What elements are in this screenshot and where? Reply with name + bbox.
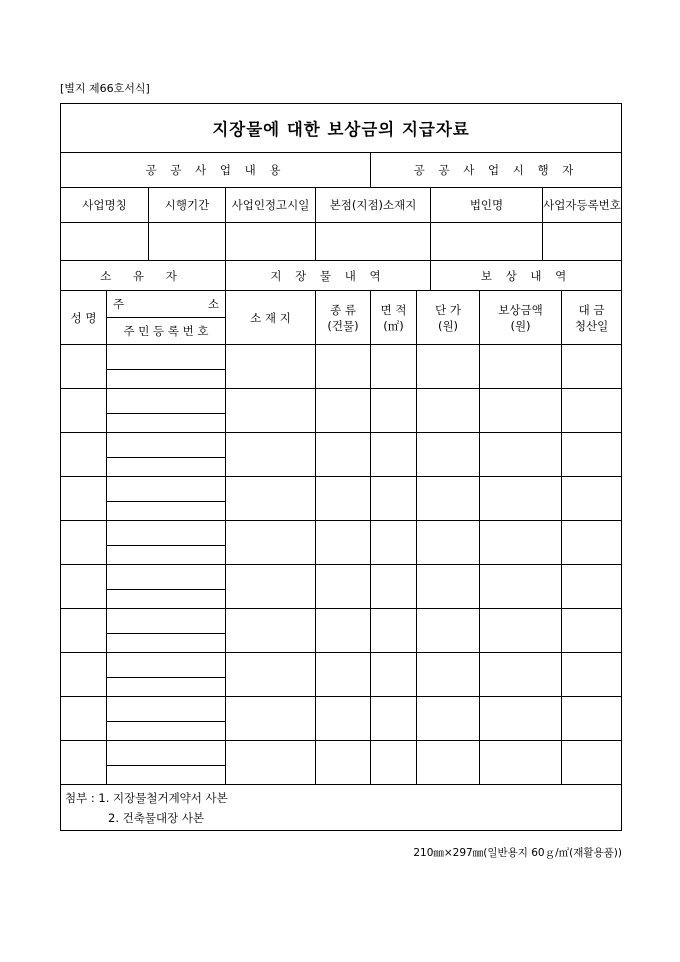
- obstacle-header: 지 장 물 내 역: [226, 261, 431, 291]
- table-row: [61, 697, 622, 722]
- location-cell[interactable]: [226, 477, 316, 521]
- approval-date-cell[interactable]: [226, 223, 316, 261]
- location-header: 소 재 지: [226, 291, 316, 345]
- address-cell[interactable]: [107, 433, 226, 458]
- location-cell[interactable]: [226, 609, 316, 653]
- project-name-cell[interactable]: [61, 223, 149, 261]
- owner-name-cell[interactable]: [61, 477, 107, 521]
- owner-name-cell[interactable]: [61, 521, 107, 565]
- project-name-header: 사업명칭: [61, 188, 149, 223]
- address-cell[interactable]: [107, 609, 226, 634]
- resident-no-cell[interactable]: [107, 766, 226, 785]
- area-unit: (㎡): [383, 318, 404, 333]
- hq-location-header: 본점(지점)소재지: [316, 188, 431, 223]
- owner-name-cell[interactable]: [61, 565, 107, 609]
- attachment-line-1: 첨부 : 1. 지장물철거계약서 사본: [65, 790, 228, 805]
- kind-cell[interactable]: [316, 433, 371, 477]
- kind-cell[interactable]: [316, 345, 371, 389]
- resident-no-cell[interactable]: [107, 722, 226, 741]
- unit-price-cell[interactable]: [417, 741, 480, 785]
- table-row: [61, 741, 622, 766]
- kind-sub-label: (건물): [327, 318, 359, 333]
- amount-cell[interactable]: [480, 477, 562, 521]
- approval-date-header: 사업인정고시일: [226, 188, 316, 223]
- settlement-date-cell[interactable]: [562, 697, 622, 741]
- area-label: 면 적: [380, 302, 407, 317]
- table-row: [61, 521, 622, 546]
- owner-name-cell[interactable]: [61, 345, 107, 389]
- address-cell[interactable]: [107, 741, 226, 766]
- area-cell[interactable]: [371, 609, 417, 653]
- compensation-form-table: [60, 103, 622, 831]
- compensation-header: 보 상 내 역: [431, 261, 622, 291]
- settlement-date-cell[interactable]: [562, 345, 622, 389]
- owner-name-cell[interactable]: [61, 433, 107, 477]
- area-cell[interactable]: [371, 477, 417, 521]
- attachments: [61, 785, 622, 831]
- table-row: [61, 345, 622, 370]
- kind-cell[interactable]: [316, 653, 371, 697]
- amount-cell[interactable]: [480, 565, 562, 609]
- amount-cell[interactable]: [480, 697, 562, 741]
- area-cell[interactable]: [371, 653, 417, 697]
- unit-price-cell[interactable]: [417, 521, 480, 565]
- address-cell[interactable]: [107, 345, 226, 370]
- unit-price-cell[interactable]: [417, 565, 480, 609]
- settlement-date-cell[interactable]: [562, 741, 622, 785]
- address-header: [107, 291, 226, 318]
- address-cell[interactable]: [107, 389, 226, 414]
- unit-price-label: 단 가: [435, 302, 461, 317]
- owner-header: 소 유 자: [61, 261, 226, 291]
- unit-price-cell[interactable]: [417, 609, 480, 653]
- area-header: [371, 291, 417, 345]
- owner-name-header: 성 명: [61, 291, 107, 345]
- settlement-date-cell[interactable]: [562, 565, 622, 609]
- unit-price-header: [417, 291, 480, 345]
- unit-price-cell[interactable]: [417, 433, 480, 477]
- form-title: 지장물에 대한 보상금의 지급자료: [61, 104, 622, 153]
- settlement-date-cell[interactable]: [562, 653, 622, 697]
- operator-header: 공 공 사 업 시 행 자: [371, 153, 622, 188]
- settlement-date-cell[interactable]: [562, 433, 622, 477]
- resident-no-cell[interactable]: [107, 370, 226, 389]
- amount-cell[interactable]: [480, 389, 562, 433]
- resident-no-header: 주 민 등 록 번 호: [107, 318, 226, 345]
- settlement-label: 대 금: [578, 302, 605, 317]
- settlement-date-cell[interactable]: [562, 477, 622, 521]
- address-cell[interactable]: [107, 565, 226, 590]
- area-cell[interactable]: [371, 521, 417, 565]
- corp-name-cell[interactable]: [431, 223, 543, 261]
- unit-price-cell[interactable]: [417, 345, 480, 389]
- area-cell[interactable]: [371, 565, 417, 609]
- area-cell[interactable]: [371, 741, 417, 785]
- kind-cell[interactable]: [316, 477, 371, 521]
- attachment-line-2: 2. 건축물대장 사본: [108, 810, 205, 825]
- unit-price-cell[interactable]: [417, 653, 480, 697]
- settlement-date-cell[interactable]: [562, 609, 622, 653]
- kind-cell[interactable]: [316, 609, 371, 653]
- location-cell[interactable]: [226, 741, 316, 785]
- amount-cell[interactable]: [480, 345, 562, 389]
- unit-price-cell[interactable]: [417, 697, 480, 741]
- table-row: [61, 477, 622, 502]
- location-cell[interactable]: [226, 697, 316, 741]
- area-cell[interactable]: [371, 433, 417, 477]
- location-cell[interactable]: [226, 345, 316, 389]
- public-project-header: 공 공 사 업 내 용: [61, 153, 371, 188]
- unit-price-unit: (원): [437, 318, 459, 333]
- resident-no-cell[interactable]: [107, 590, 226, 609]
- address-cell[interactable]: [107, 477, 226, 502]
- kind-cell[interactable]: [316, 389, 371, 433]
- amount-cell[interactable]: [480, 653, 562, 697]
- resident-no-cell[interactable]: [107, 546, 226, 565]
- corp-name-header: 법인명: [431, 188, 543, 223]
- address-cell[interactable]: [107, 521, 226, 546]
- amount-cell[interactable]: [480, 609, 562, 653]
- table-row: [61, 565, 622, 590]
- kind-cell[interactable]: [316, 697, 371, 741]
- address-cell[interactable]: [107, 697, 226, 722]
- table-row: [61, 433, 622, 458]
- settlement-sub-label: 청산일: [574, 318, 609, 333]
- area-cell[interactable]: [371, 345, 417, 389]
- owner-name-cell[interactable]: [61, 697, 107, 741]
- biz-reg-no-cell[interactable]: [543, 223, 622, 261]
- address-header-left: 주: [113, 297, 125, 311]
- location-cell[interactable]: [226, 433, 316, 477]
- settlement-date-cell[interactable]: [562, 389, 622, 433]
- period-cell[interactable]: [149, 223, 226, 261]
- area-cell[interactable]: [371, 697, 417, 741]
- resident-no-cell[interactable]: [107, 678, 226, 697]
- resident-no-cell[interactable]: [107, 634, 226, 653]
- kind-cell[interactable]: [316, 521, 371, 565]
- location-cell[interactable]: [226, 565, 316, 609]
- owner-name-cell[interactable]: [61, 609, 107, 653]
- kind-label: 종 류: [330, 302, 356, 317]
- owner-name-cell[interactable]: [61, 389, 107, 433]
- table-row: [61, 653, 622, 678]
- owner-name-cell[interactable]: [61, 741, 107, 785]
- location-cell[interactable]: [226, 653, 316, 697]
- amount-unit: (원): [510, 318, 531, 333]
- table-row: [61, 609, 622, 634]
- location-cell[interactable]: [226, 389, 316, 433]
- kind-cell[interactable]: [316, 741, 371, 785]
- address-header-right: 소: [207, 297, 219, 311]
- resident-no-cell[interactable]: [107, 414, 226, 433]
- area-cell[interactable]: [371, 389, 417, 433]
- resident-no-cell[interactable]: [107, 458, 226, 477]
- address-cell[interactable]: [107, 653, 226, 678]
- settlement-date-cell[interactable]: [562, 521, 622, 565]
- paper-spec-note: 210㎜×297㎜(일반용지 60ｇ/㎡(재활용품)): [413, 847, 622, 859]
- owner-name-cell[interactable]: [61, 653, 107, 697]
- period-header: 시행기간: [149, 188, 226, 223]
- hq-location-cell[interactable]: [316, 223, 431, 261]
- unit-price-cell[interactable]: [417, 389, 480, 433]
- amount-cell[interactable]: [480, 521, 562, 565]
- amount-cell[interactable]: [480, 433, 562, 477]
- kind-header: [316, 291, 371, 345]
- unit-price-cell[interactable]: [417, 477, 480, 521]
- kind-cell[interactable]: [316, 565, 371, 609]
- resident-no-cell[interactable]: [107, 502, 226, 521]
- form-label: [별지 제66호서식]: [60, 82, 150, 95]
- amount-cell[interactable]: [480, 741, 562, 785]
- location-cell[interactable]: [226, 521, 316, 565]
- settlement-header: [562, 291, 622, 345]
- table-row: [61, 389, 622, 414]
- biz-reg-no-header: 사업자등록번호: [543, 188, 622, 223]
- amount-header: [480, 291, 562, 345]
- amount-label: 보상금액: [498, 302, 543, 317]
